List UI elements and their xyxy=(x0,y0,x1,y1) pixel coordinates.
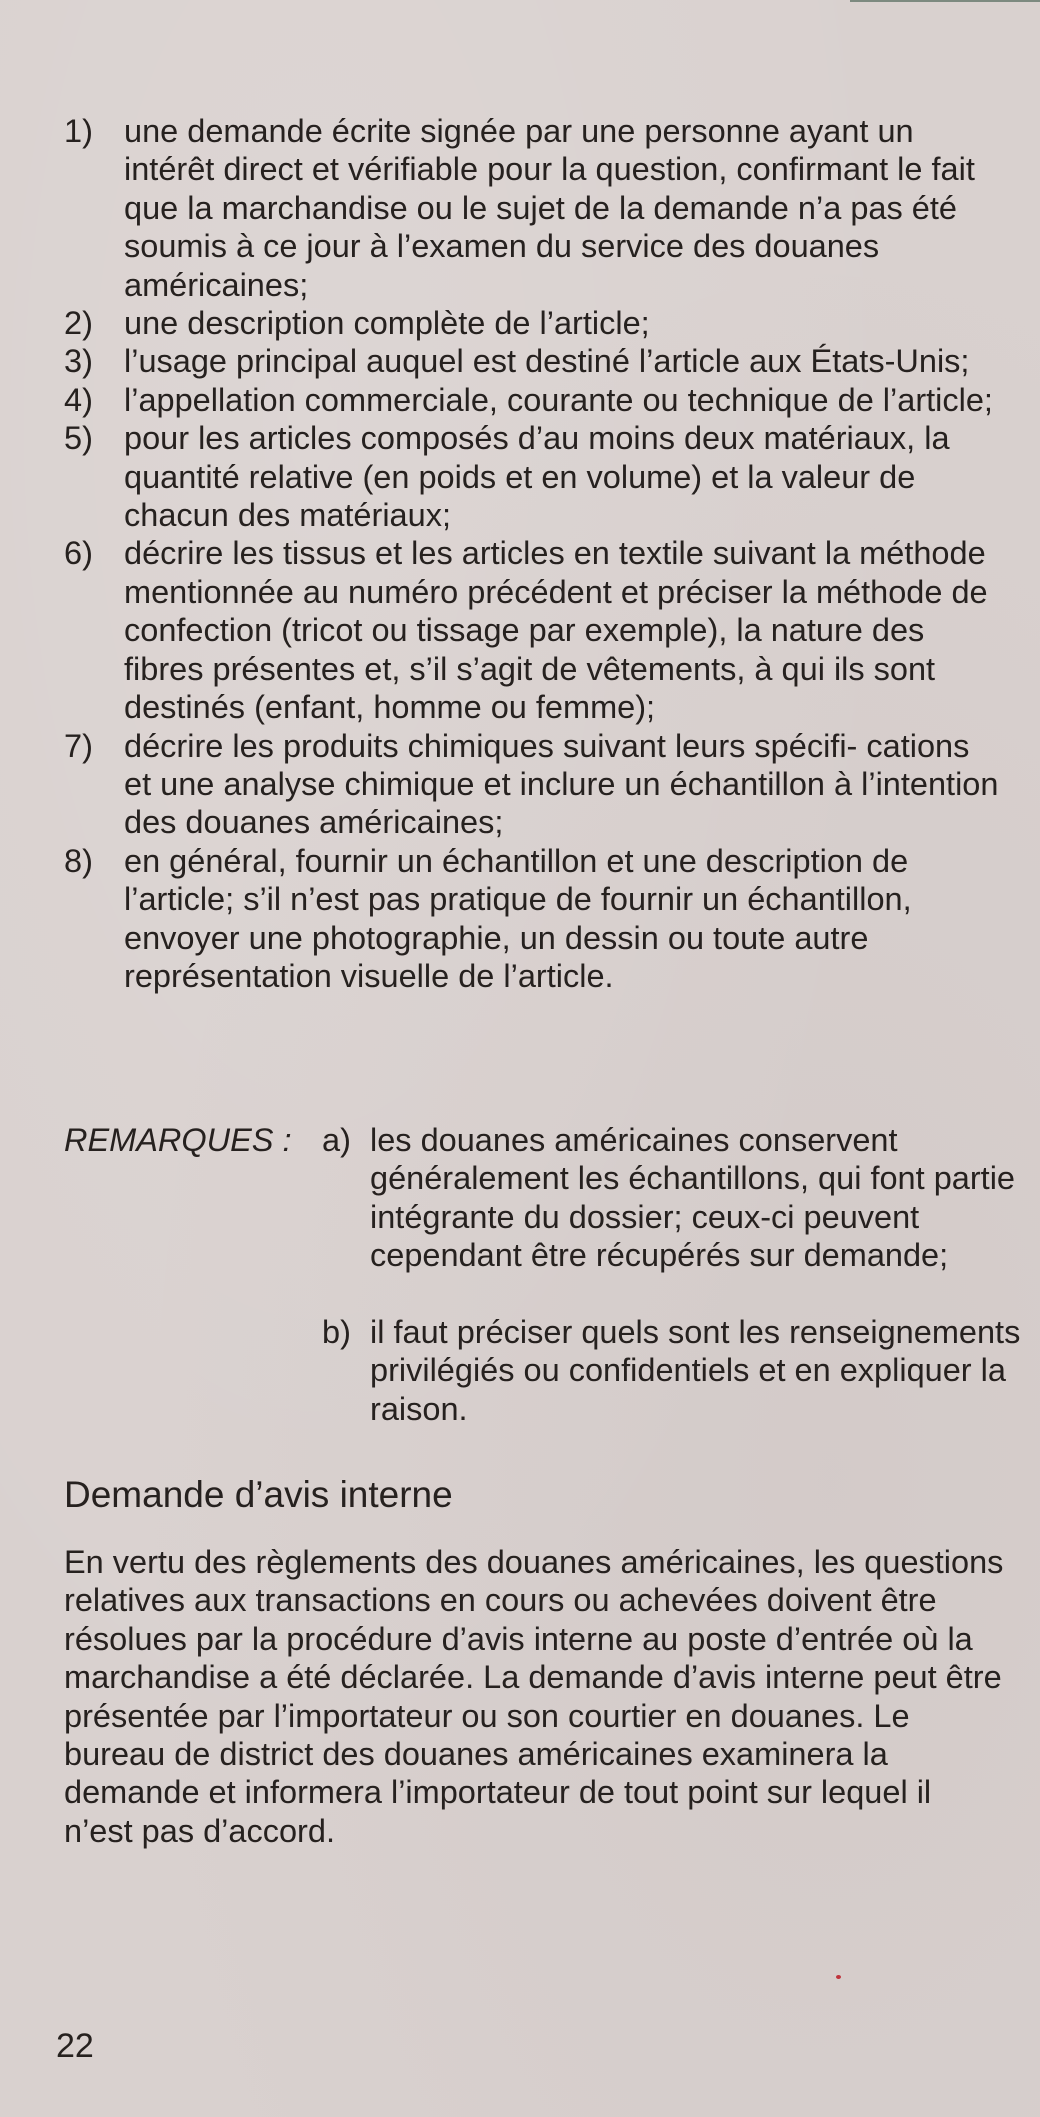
requirements-list xyxy=(64,112,1014,995)
list-item xyxy=(64,727,1014,842)
remark-text: il faut préciser quels sont les renseignements privilégiés ou confidentiels et en expliquer la raison. xyxy=(370,1314,1021,1427)
list-item-text: l’appellation commerciale, courante ou technique de l’article; xyxy=(124,381,993,418)
list-item-text: l’usage principal auquel est destiné l’article aux États-Unis; xyxy=(124,343,970,380)
remark-letter: b) xyxy=(322,1314,351,1350)
list-item xyxy=(64,112,1014,304)
list-item xyxy=(64,842,1014,996)
section-body: En vertu des règlements des douanes américaines, les questions relatives aux transactions en cours ou achevées doivent être résolues par la procédure d’avis interne au poste d’entrée où la marchandise a été déclarée. La demande d’avis interne peut être présentée par l’importateur ou son courtier en douanes. Le bureau de district des douanes américaines examinera la demande et informera l’importateur de tout point sur lequel il n’est pas d’accord. xyxy=(64,1544,1004,1849)
remark-item xyxy=(322,1121,1022,1275)
remark-letter: a) xyxy=(322,1122,351,1158)
list-item xyxy=(64,381,1014,419)
list-item-number: 6) xyxy=(64,535,93,572)
list-item-text: une demande écrite signée par une personne ayant un intérêt direct et vérifiable pour la question, confirmant le fait que la marchandise ou le sujet de la demande n’a pas été soumis à ce jour à l’examen du service des douanes américaines; xyxy=(124,113,975,303)
list-item-text: en général, fournir un échantillon et une description de l’article; s’il n’est pas pratique de fournir un échantillon, envoyer une photographie, un dessin ou toute autre représentation visuelle de l’article. xyxy=(124,842,912,994)
list-item-text: une description complète de l’article; xyxy=(124,305,650,342)
list-item-number: 2) xyxy=(64,305,93,342)
list-item xyxy=(64,304,1014,342)
section-heading: Demande d’avis interne xyxy=(64,1474,453,1515)
list-item-number: 5) xyxy=(64,420,93,457)
list-item xyxy=(64,419,1014,534)
list-item-text: pour les articles composés d’au moins deux matériaux, la quantité relative (en poids et en volume) et la valeur de chacun des matériaux; xyxy=(124,420,950,534)
page-number: 22 xyxy=(56,2027,94,2065)
print-speck xyxy=(836,1975,841,1979)
remark-item xyxy=(322,1313,1022,1428)
list-item-number: 1) xyxy=(64,113,93,149)
list-item-text: décrire les tissus et les articles en textile suivant la méthode mentionnée au numéro précédent et préciser la méthode de confection (tricot ou tissage par exemple), la nature des fibres présentes et, s’il s’agit de vêtements, à qui ils sont destinés (enfant, homme ou femme); xyxy=(124,535,988,726)
list-item xyxy=(64,342,1014,380)
list-item xyxy=(64,534,1014,726)
remarks-label: REMARQUES : xyxy=(64,1122,292,1158)
list-item-number: 3) xyxy=(64,343,93,380)
list-item-number: 7) xyxy=(64,727,93,764)
remark-text: les douanes américaines conservent généralement les échantillons, qui font partie intégrante du dossier; ceux-ci peuvent cependant être récupérés sur demande; xyxy=(370,1122,1015,1274)
list-item-number: 4) xyxy=(64,381,93,418)
list-item-number: 8) xyxy=(64,842,93,879)
top-edge-rule xyxy=(850,0,1040,2)
list-item-text: décrire les produits chimiques suivant leurs spécifi- cations et une analyse chimique et inclure un échantillon à l’intention des douanes américaines; xyxy=(124,727,999,841)
